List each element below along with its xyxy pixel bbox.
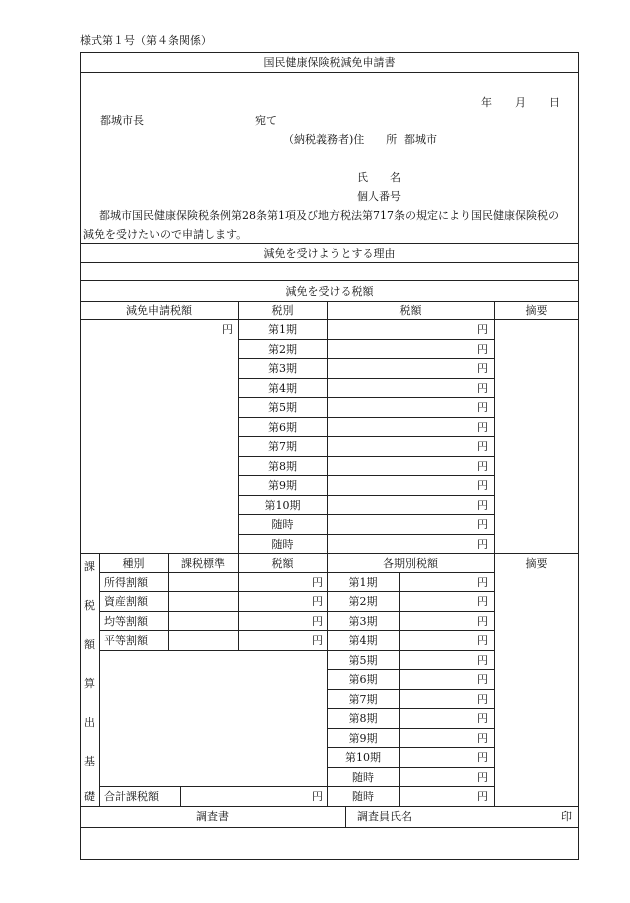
divider [80,72,579,73]
investigator-label: 調査員氏名 [357,810,412,823]
divider [80,806,579,807]
period-label: 随時 [271,518,294,531]
basis-period-unit: 円 [477,732,488,745]
basis-period-unit: 円 [477,693,488,706]
period-label: 第5期 [268,401,297,414]
type-unit: 円 [312,615,323,628]
basis-side-char: 課 [84,560,95,573]
header-period-tax: 各期別税額 [383,557,438,570]
seal-label: 印 [561,810,572,823]
header-basis-tax: 税額 [271,557,294,570]
type-unit: 円 [312,634,323,647]
period-unit: 円 [477,323,488,336]
reduction-amount-unit: 円 [222,323,233,336]
basis-period-label: 随時 [352,771,374,784]
period-unit: 円 [477,460,488,473]
basis-period-label: 第6期 [348,673,378,686]
basis-period-label: 第7期 [348,693,378,706]
reason-label: 減免を受けようとする理由 [263,247,396,260]
header-basis-summary: 摘要 [525,557,548,570]
period-unit: 円 [477,343,488,356]
header-tax-category: 税別 [271,304,294,317]
period-label: 第2期 [268,343,297,356]
period-unit: 円 [477,421,488,434]
basis-side-char: 税 [84,599,95,612]
divider [80,319,579,320]
basis-period-unit: 円 [477,751,488,764]
divider [80,280,579,281]
basis-period-unit: 円 [477,790,488,803]
name-label: 氏 名 [357,171,401,184]
basis-period-label: 第8期 [348,712,378,725]
basis-period-label: 随時 [352,790,374,803]
divider [80,243,579,244]
basis-period-unit: 円 [477,712,488,725]
type-unit: 円 [312,576,323,589]
header-standard: 課税標準 [181,557,225,570]
basis-period-unit: 円 [477,654,488,667]
header-tax-amount: 税額 [399,304,422,317]
period-unit: 円 [477,518,488,531]
basis-side-char: 算 [84,677,95,690]
type-label: 均等割額 [104,615,148,628]
date-day: 日 [549,96,560,109]
basis-period-unit: 円 [477,615,488,628]
divider [80,827,579,828]
reduction-section-title: 減免を受ける税額 [285,285,374,298]
basis-period-unit: 円 [477,576,488,589]
divider [80,301,579,302]
basis-side-char: 出 [84,716,95,729]
basis-period-unit: 円 [477,673,488,686]
basis-side-char: 基 [84,755,95,768]
statement-line-1: 都城市国民健康保険税条例第28条第1項及び地方税法第717条の規定により国民健康保険税の [99,209,559,222]
total-tax-label: 合計課税額 [104,790,159,803]
period-unit: 円 [477,401,488,414]
period-unit: 円 [477,479,488,492]
basis-side-char: 額 [84,638,95,651]
header-summary: 摘要 [525,304,548,317]
type-label: 資産割額 [104,595,148,608]
period-unit: 円 [477,538,488,551]
period-unit: 円 [477,362,488,375]
basis-period-unit: 円 [477,771,488,784]
form-title: 国民健康保険税減免申請書 [263,56,396,69]
date-year: 年 [481,96,492,109]
header-reduction-amount: 減免申請税額 [126,304,192,317]
basis-period-unit: 円 [477,634,488,647]
period-label: 随時 [271,538,294,551]
addressee-name: 都城市長 [100,114,144,127]
survey-label: 調査書 [196,810,229,823]
date-month: 月 [515,96,526,109]
personal-number-label: 個人番号 [357,190,401,203]
basis-period-label: 第3期 [348,615,378,628]
statement-line-2: 減免を受けたいので申請します。 [83,228,248,241]
basis-period-label: 第5期 [348,654,378,667]
divider [99,572,494,573]
period-label: 第7期 [268,440,297,453]
period-unit: 円 [477,382,488,395]
basis-side-char: 礎 [84,790,95,803]
type-unit: 円 [312,595,323,608]
divider [80,262,579,263]
period-unit: 円 [477,440,488,453]
period-label: 第4期 [268,382,297,395]
period-label: 第3期 [268,362,297,375]
address-value: 都城市 [404,133,437,146]
address-label: （納税義務者)住 所 [283,133,398,146]
basis-period-label: 第2期 [348,595,378,608]
basis-period-unit: 円 [477,595,488,608]
basis-period-label: 第1期 [348,576,378,589]
basis-period-label: 第4期 [348,634,378,647]
form-number: 様式第１号（第４条関係） [80,34,212,47]
period-label: 第8期 [268,460,297,473]
type-label: 所得割額 [104,576,148,589]
period-label: 第10期 [264,499,301,512]
period-label: 第6期 [268,421,297,434]
type-label: 平等割額 [104,634,148,647]
total-tax-unit: 円 [312,790,323,803]
period-label: 第1期 [268,323,297,336]
divider [80,553,579,554]
basis-period-label: 第9期 [348,732,378,745]
basis-period-label: 第10期 [345,751,381,764]
period-label: 第9期 [268,479,297,492]
period-unit: 円 [477,499,488,512]
addressee-suffix: 宛て [255,114,277,127]
header-type: 種別 [122,557,145,570]
